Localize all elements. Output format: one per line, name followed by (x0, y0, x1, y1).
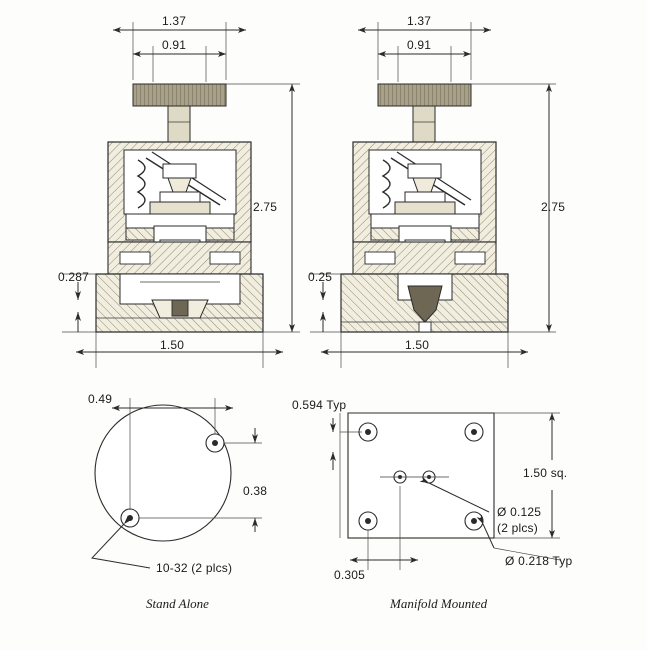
manifold-bottom-geometry (333, 413, 560, 570)
dim-sa-top-outer: 1.37 (162, 14, 187, 28)
dim-mmb-0-125: Ø 0.125 (497, 505, 542, 519)
dim-sa-width: 1.50 (160, 338, 185, 352)
dim-sab-thread: 10-32 (2 plcs) (156, 561, 233, 575)
stand-alone-bottom-geometry (92, 398, 262, 568)
dim-mm-width: 1.50 (405, 338, 430, 352)
caption-stand-alone: Stand Alone (146, 596, 209, 611)
dim-sab-0-49: 0.49 (88, 392, 113, 406)
dim-mm-height: 2.75 (541, 200, 566, 214)
dim-mmb-0-125-plcs: (2 plcs) (497, 521, 538, 535)
dim-mm-top-inner: 0.91 (407, 38, 432, 52)
dim-mmb-1-50sq: 1.50 sq. (523, 466, 568, 480)
dim-mmb-0-594: 0.594 Typ (292, 398, 347, 412)
manifold-section-geometry (341, 84, 508, 332)
dim-sa-top-inner: 0.91 (162, 38, 187, 52)
dim-sa-base-offset: 0.287 (58, 270, 90, 284)
dim-sab-0-38: 0.38 (243, 484, 268, 498)
caption-manifold-mounted: Manifold Mounted (390, 596, 488, 611)
dim-sa-height: 2.75 (253, 200, 278, 214)
stand-alone-section-geometry (96, 84, 263, 332)
dim-mm-base-offset: 0.25 (308, 270, 333, 284)
dim-mmb-0-305: 0.305 (334, 568, 366, 582)
dim-mmb-0-218: Ø 0.218 Typ (505, 554, 573, 568)
dim-mm-top-outer: 1.37 (407, 14, 432, 28)
